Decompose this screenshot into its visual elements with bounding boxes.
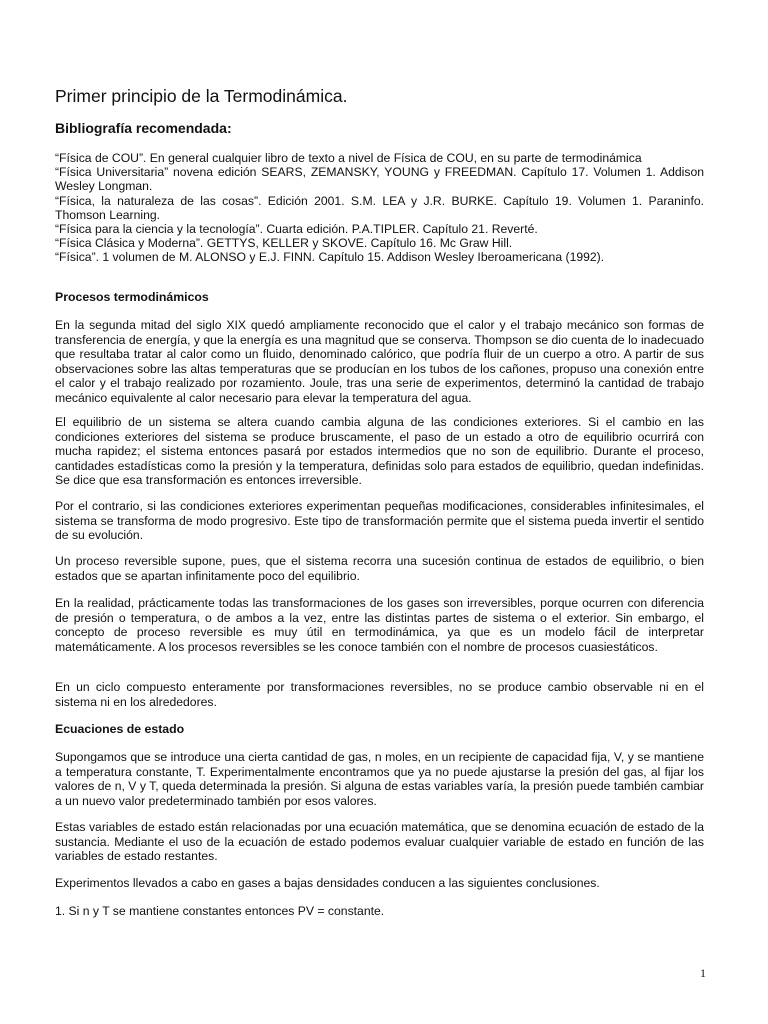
- paragraph: En la segunda mitad del siglo XIX quedó ampliamente reconocido que el calor y el trabajo mecánico son formas de transferencia de energía, y que la energía es una magnitud que se conserva. Thompson se dio cuenta de lo inadecuado que resultaba tratar al calor como un fluido, denominado calórico, que podría fluir de un cuerpo a otro. A partir de sus observaciones sobre las altas temperaturas que se producían en los tubos de los cañones, propuso una conexión entre el calor y el trabajo realizado por rozamiento. Joule, tras una serie de experimentos, determinó la cantidad de trabajo mecánico equivalente al calor necesario para elevar la temperatura del agua.: [55, 318, 704, 405]
- paragraph: El equilibrio de un sistema se altera cuando cambia alguna de las condiciones exteriores. Si el cambio en las condiciones exteriores del sistema se produce bruscamente, el paso de un estado a otro de equilibrio ocurrirá con mucha rapidez; el sistema entonces pasará por estados intermedios que no son de equilibrio. Durante el proceso, cantidades estadísticas como la presión y la temperatura, definidas solo para estados de equilibrio, quedan indefinidas. Se dice que esa transformación es entonces irreversible.: [55, 415, 704, 488]
- paragraph: Estas variables de estado están relacionadas por una ecuación matemática, que se denomina ecuación de estado de la sustancia. Mediante el uso de la ecuación de estado podemos evaluar cualquier variable de estado en función de las variables de estado restantes.: [55, 820, 704, 864]
- paragraph: Supongamos que se introduce una cierta cantidad de gas, n moles, en un recipiente de capacidad fija, V, y se mantiene a temperatura constante, T. Experimentalmente encontramos que ya no puede ajustarse la presión del gas, al fijar los valores de n, V y T, queda determinada la presión. Si alguna de estas variables varía, la presión puede también cambiar a un nuevo valor predeterminado también por esos valores.: [55, 750, 704, 808]
- bibliography-item: “Física Clásica y Moderna”. GETTYS, KELLER y SKOVE. Capítulo 16. Mc Graw Hill.: [55, 236, 513, 251]
- bibliography-item: “Física Universitaria” novena edición SEARS, ZEMANSKY, YOUNG y FREEDMAN. Capítulo 17. Volumen 1. Addison Wesley Longman.: [55, 165, 704, 194]
- bibliography-heading: [55, 120, 232, 136]
- page-number: 1: [700, 966, 706, 980]
- document-title: Primer principio de la Termodinámica.: [55, 86, 348, 106]
- bibliography-heading-text: Bibliografía recomendada: [55, 120, 227, 136]
- bibliography-item: “Física”. 1 volumen de M. ALONSO y E.J. FINN. Capítulo 15. Addison Wesley Iberoamericana (1992).: [55, 250, 605, 265]
- paragraph: En la realidad, prácticamente todas las transformaciones de los gases son irreversibles, porque ocurren con diferencia de presión o temperatura, o de ambos a la vez, entre las distintas partes de sistema o el exterior. Sin embargo, el concepto de proceso reversible es muy útil en termodinámica, ya que es un modelo fácil de interpretar matemáticamente. A los procesos reversibles se les conoce también con el nombre de procesos cuasiestáticos.: [55, 596, 704, 654]
- paragraph: Experimentos llevados a cabo en gases a bajas densidades conducen a las siguientes conclusiones.: [55, 876, 600, 890]
- paragraph: En un ciclo compuesto enteramente por transformaciones reversibles, no se produce cambio observable ni en el sistema ni en los alrededores.: [55, 680, 704, 709]
- section-heading-procesos: Procesos termodinámicos: [55, 290, 209, 304]
- paragraph: Por el contrario, si las condiciones exteriores experimentan pequeñas modificaciones, considerables infinitesimales, el sistema se transforma de modo progresivo. Este tipo de transformación permite que el sistema pueda invertir el sentido de su evolución.: [55, 499, 704, 543]
- paragraph: 1. Si n y T se mantiene constantes entonces PV = constante.: [55, 904, 385, 918]
- paragraph: Un proceso reversible supone, pues, que el sistema recorra una sucesión continua de estados de equilibrio, o bien estados que se apartan infinitamente poco del equilibrio.: [55, 554, 704, 583]
- bibliography-heading-colon: :: [226, 120, 232, 136]
- bibliography-list: [55, 151, 704, 265]
- bibliography-item: “Física de COU”. En general cualquier libro de texto a nivel de Física de COU, en su parte de termodinámica: [55, 151, 642, 165]
- section-heading-ecuaciones: Ecuaciones de estado: [55, 722, 185, 736]
- bibliography-item: “Física para la ciencia y la tecnología”. Cuarta edición. P.A.TIPLER. Capítulo 21. Reverté.: [55, 222, 538, 237]
- bibliography-item: “Física, la naturaleza de las cosas”. Edición 2001. S.M. LEA y J.R. BURKE. Capítulo 19. Volumen 1. Paraninfo. Thomson Learning.: [55, 193, 704, 222]
